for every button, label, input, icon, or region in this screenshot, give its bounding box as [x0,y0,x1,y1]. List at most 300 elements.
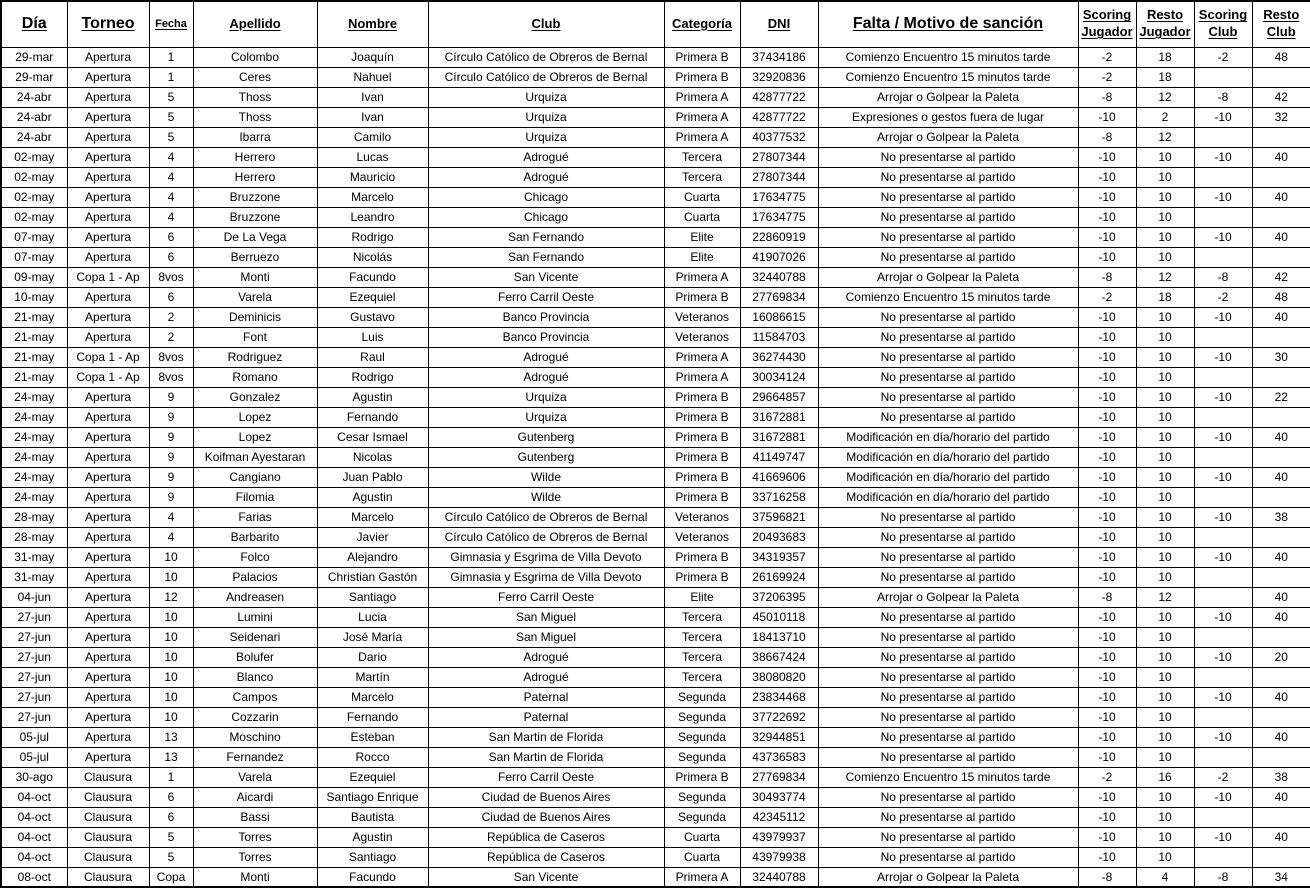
cell-resto_club [1252,667,1310,687]
cell-resto_club: 38 [1252,507,1310,527]
cell-torneo: Apertura [67,107,149,127]
cell-categoria: Primera B [664,407,740,427]
cell-resto_jugador: 10 [1136,207,1194,227]
cell-dni: 32440788 [740,267,818,287]
cell-nombre: Santiago [317,587,428,607]
cell-scoring_club [1194,567,1252,587]
cell-dia: 09-may [1,267,67,287]
cell-resto_jugador: 10 [1136,787,1194,807]
cell-scoring_jugador: -10 [1078,707,1136,727]
cell-categoria: Tercera [664,647,740,667]
cell-nombre: Martín [317,667,428,687]
cell-dni: 27807344 [740,167,818,187]
cell-dia: 21-may [1,307,67,327]
cell-falta: No presentarse al partido [818,607,1078,627]
cell-dia: 04-oct [1,807,67,827]
cell-apellido: Folco [193,547,317,567]
cell-torneo: Apertura [67,507,149,527]
cell-dia: 24-may [1,387,67,407]
cell-dni: 31672881 [740,407,818,427]
cell-fecha: 8vos [149,367,193,387]
cell-club: Círculo Católico de Obreros de Bernal [428,527,664,547]
cell-falta: Arrojar o Golpear la Paleta [818,587,1078,607]
cell-scoring_club: -10 [1194,227,1252,247]
cell-dia: 29-mar [1,47,67,67]
cell-nombre: José María [317,627,428,647]
cell-torneo: Apertura [67,427,149,447]
cell-torneo: Apertura [67,727,149,747]
cell-resto_jugador: 12 [1136,267,1194,287]
cell-resto_jugador: 10 [1136,647,1194,667]
cell-fecha: 8vos [149,347,193,367]
cell-nombre: Marcelo [317,687,428,707]
cell-torneo: Apertura [67,747,149,767]
cell-club: Chicago [428,207,664,227]
cell-apellido: Seidenari [193,627,317,647]
cell-scoring_club: -8 [1194,267,1252,287]
cell-club: Paternal [428,707,664,727]
column-header-fecha [149,1,193,47]
cell-dni: 18413710 [740,627,818,647]
cell-falta: Arrojar o Golpear la Paleta [818,127,1078,147]
cell-resto_club: 42 [1252,267,1310,287]
cell-dni: 32440788 [740,867,818,887]
cell-resto_jugador: 10 [1136,447,1194,467]
cell-falta: Comienzo Encuentro 15 minutos tarde [818,287,1078,307]
table-row [1,847,1310,867]
cell-scoring_jugador: -10 [1078,387,1136,407]
cell-fecha: 13 [149,747,193,767]
cell-nombre: Leandro [317,207,428,227]
cell-torneo: Apertura [67,327,149,347]
cell-resto_jugador: 10 [1136,367,1194,387]
cell-categoria: Veteranos [664,327,740,347]
cell-nombre: Facundo [317,267,428,287]
cell-falta: Comienzo Encuentro 15 minutos tarde [818,47,1078,67]
cell-resto_club: 38 [1252,767,1310,787]
cell-scoring_jugador: -10 [1078,507,1136,527]
cell-dia: 31-may [1,547,67,567]
table-row [1,127,1310,147]
cell-dni: 37722692 [740,707,818,727]
cell-club: Urquiza [428,407,664,427]
cell-dia: 02-may [1,167,67,187]
cell-dia: 29-mar [1,67,67,87]
table-row [1,587,1310,607]
table-row [1,307,1310,327]
cell-scoring_club: -10 [1194,107,1252,127]
cell-resto_club: 40 [1252,727,1310,747]
cell-apellido: Varela [193,287,317,307]
cell-apellido: Bolufer [193,647,317,667]
table-row [1,387,1310,407]
cell-categoria: Cuarta [664,827,740,847]
cell-scoring_jugador: -10 [1078,627,1136,647]
cell-scoring_jugador: -2 [1078,67,1136,87]
cell-categoria: Elite [664,587,740,607]
cell-scoring_jugador: -10 [1078,787,1136,807]
cell-resto_club [1252,627,1310,647]
cell-dia: 10-may [1,287,67,307]
cell-apellido: Gonzalez [193,387,317,407]
cell-nombre: Cesar Ismael [317,427,428,447]
cell-fecha: 2 [149,327,193,347]
cell-resto_jugador: 10 [1136,827,1194,847]
cell-club: Wilde [428,467,664,487]
cell-categoria: Primera B [664,47,740,67]
cell-dni: 33716258 [740,487,818,507]
cell-falta: No presentarse al partido [818,347,1078,367]
cell-scoring_jugador: -10 [1078,107,1136,127]
cell-fecha: 9 [149,487,193,507]
cell-resto_club: 40 [1252,147,1310,167]
cell-dia: 02-may [1,207,67,227]
cell-categoria: Tercera [664,147,740,167]
cell-resto_jugador: 10 [1136,427,1194,447]
cell-scoring_jugador: -10 [1078,347,1136,367]
cell-scoring_jugador: -10 [1078,187,1136,207]
cell-scoring_club: -10 [1194,607,1252,627]
column-header-label: Apellido [229,15,281,31]
cell-resto_club [1252,487,1310,507]
cell-apellido: Fernandez [193,747,317,767]
cell-resto_club: 40 [1252,787,1310,807]
table-row [1,147,1310,167]
cell-dia: 04-oct [1,827,67,847]
cell-resto_jugador: 12 [1136,127,1194,147]
column-header-dni [740,1,818,47]
cell-resto_jugador: 18 [1136,67,1194,87]
cell-categoria: Primera B [664,387,740,407]
cell-dni: 30493774 [740,787,818,807]
column-header-resto_jugador [1136,1,1194,47]
cell-scoring_club [1194,447,1252,467]
cell-categoria: Cuarta [664,207,740,227]
cell-resto_jugador: 10 [1136,227,1194,247]
cell-club: Urquiza [428,87,664,107]
cell-categoria: Primera A [664,107,740,127]
cell-resto_club: 48 [1252,287,1310,307]
table-row [1,187,1310,207]
cell-categoria: Veteranos [664,507,740,527]
cell-fecha: 13 [149,727,193,747]
cell-nombre: Nahuel [317,67,428,87]
cell-resto_club [1252,67,1310,87]
cell-fecha: 10 [149,607,193,627]
cell-resto_club: 32 [1252,107,1310,127]
cell-fecha: 5 [149,87,193,107]
cell-falta: Modificación en día/horario del partido [818,487,1078,507]
cell-falta: Arrojar o Golpear la Paleta [818,267,1078,287]
column-header-scoring_club [1194,1,1252,47]
column-header-label: DNI [767,15,791,31]
cell-resto_club: 40 [1252,427,1310,447]
cell-scoring_jugador: -8 [1078,127,1136,147]
cell-falta: No presentarse al partido [818,567,1078,587]
cell-scoring_club [1194,207,1252,227]
cell-nombre: Nicolas [317,447,428,467]
cell-nombre: Agustin [317,827,428,847]
cell-scoring_jugador: -10 [1078,527,1136,547]
cell-dni: 29664857 [740,387,818,407]
cell-torneo: Clausura [67,867,149,887]
cell-resto_jugador: 10 [1136,547,1194,567]
cell-scoring_club: -2 [1194,287,1252,307]
cell-dia: 24-may [1,407,67,427]
cell-dia: 28-may [1,507,67,527]
cell-falta: No presentarse al partido [818,547,1078,567]
cell-categoria: Primera B [664,67,740,87]
column-header-label: Día [21,14,47,32]
cell-dia: 07-may [1,227,67,247]
cell-fecha: 9 [149,447,193,467]
cell-categoria: Primera B [664,447,740,467]
cell-resto_club [1252,207,1310,227]
cell-resto_jugador: 10 [1136,187,1194,207]
cell-scoring_club [1194,807,1252,827]
cell-dia: 04-oct [1,847,67,867]
cell-nombre: Rodrigo [317,367,428,387]
header-row [1,1,1310,47]
cell-nombre: Ezequiel [317,287,428,307]
column-header-label: Club [1266,24,1296,40]
cell-fecha: 9 [149,467,193,487]
cell-scoring_jugador: -8 [1078,267,1136,287]
cell-falta: No presentarse al partido [818,827,1078,847]
cell-categoria: Tercera [664,667,740,687]
cell-dia: 24-may [1,447,67,467]
cell-torneo: Apertura [67,467,149,487]
cell-scoring_jugador: -10 [1078,487,1136,507]
table-row [1,667,1310,687]
cell-resto_jugador: 10 [1136,687,1194,707]
cell-dia: 21-may [1,367,67,387]
cell-scoring_club [1194,527,1252,547]
table-row [1,867,1310,887]
cell-apellido: Cozzarin [193,707,317,727]
cell-dni: 38080820 [740,667,818,687]
cell-torneo: Apertura [67,667,149,687]
table-row [1,427,1310,447]
cell-falta: No presentarse al partido [818,847,1078,867]
cell-scoring_club: -10 [1194,727,1252,747]
cell-scoring_jugador: -2 [1078,767,1136,787]
cell-scoring_jugador: -10 [1078,667,1136,687]
cell-resto_club [1252,707,1310,727]
cell-fecha: 6 [149,807,193,827]
cell-apellido: Romano [193,367,317,387]
table-row [1,87,1310,107]
cell-torneo: Apertura [67,447,149,467]
cell-nombre: Esteban [317,727,428,747]
cell-apellido: Rodriguez [193,347,317,367]
cell-scoring_club [1194,67,1252,87]
cell-torneo: Copa 1 - Ap [67,347,149,367]
table-row [1,607,1310,627]
cell-categoria: Cuarta [664,187,740,207]
cell-dni: 30034124 [740,367,818,387]
cell-falta: No presentarse al partido [818,167,1078,187]
cell-resto_jugador: 10 [1136,667,1194,687]
cell-dia: 04-jun [1,587,67,607]
table-row [1,107,1310,127]
cell-apellido: Colombo [193,47,317,67]
cell-resto_club [1252,447,1310,467]
cell-apellido: Lopez [193,427,317,447]
cell-fecha: 9 [149,427,193,447]
cell-club: Adrogué [428,367,664,387]
cell-scoring_club [1194,167,1252,187]
table-row [1,367,1310,387]
cell-torneo: Apertura [67,547,149,567]
cell-scoring_jugador: -10 [1078,147,1136,167]
cell-resto_club [1252,127,1310,147]
cell-falta: No presentarse al partido [818,227,1078,247]
column-header-label: Torneo [81,14,135,32]
column-header-falta [818,1,1078,47]
table-row [1,547,1310,567]
cell-dni: 36274430 [740,347,818,367]
cell-club: Círculo Católico de Obreros de Bernal [428,507,664,527]
cell-torneo: Apertura [67,87,149,107]
cell-resto_jugador: 10 [1136,307,1194,327]
cell-apellido: Farias [193,507,317,527]
cell-dia: 24-abr [1,127,67,147]
cell-dia: 24-abr [1,107,67,127]
cell-nombre: Santiago Enrique [317,787,428,807]
cell-falta: No presentarse al partido [818,627,1078,647]
cell-scoring_club: -10 [1194,827,1252,847]
cell-scoring_club: -2 [1194,767,1252,787]
cell-torneo: Apertura [67,487,149,507]
cell-club: Paternal [428,687,664,707]
cell-scoring_club [1194,707,1252,727]
cell-fecha: 10 [149,667,193,687]
cell-resto_club: 48 [1252,47,1310,67]
cell-dia: 21-may [1,347,67,367]
cell-dia: 27-jun [1,707,67,727]
cell-apellido: Herrero [193,167,317,187]
cell-scoring_jugador: -10 [1078,367,1136,387]
cell-dia: 24-may [1,467,67,487]
cell-torneo: Apertura [67,247,149,267]
cell-dia: 31-may [1,567,67,587]
column-header-dia [1,1,67,47]
column-header-label: Falta / Motivo de sanción [852,14,1044,32]
cell-resto_jugador: 10 [1136,387,1194,407]
cell-falta: Arrojar o Golpear la Paleta [818,87,1078,107]
cell-resto_club: 40 [1252,687,1310,707]
cell-categoria: Primera A [664,867,740,887]
cell-dia: 24-may [1,427,67,447]
cell-categoria: Segunda [664,687,740,707]
cell-dni: 37434186 [740,47,818,67]
cell-scoring_jugador: -10 [1078,647,1136,667]
cell-club: República de Caseros [428,847,664,867]
cell-scoring_jugador: -8 [1078,867,1136,887]
cell-dni: 20493683 [740,527,818,547]
cell-apellido: Andreasen [193,587,317,607]
cell-club: Banco Provincia [428,307,664,327]
cell-resto_club [1252,567,1310,587]
cell-scoring_club: -8 [1194,87,1252,107]
cell-resto_jugador: 2 [1136,107,1194,127]
cell-resto_jugador: 4 [1136,867,1194,887]
table-row [1,827,1310,847]
cell-categoria: Veteranos [664,527,740,547]
cell-resto_jugador: 16 [1136,767,1194,787]
cell-dni: 38667424 [740,647,818,667]
table-row [1,747,1310,767]
cell-dni: 32920836 [740,67,818,87]
cell-falta: No presentarse al partido [818,407,1078,427]
cell-club: Urquiza [428,127,664,147]
cell-scoring_club: -10 [1194,147,1252,167]
cell-resto_jugador: 10 [1136,627,1194,647]
cell-scoring_club: -8 [1194,867,1252,887]
cell-categoria: Primera A [664,127,740,147]
cell-club: Adrogué [428,167,664,187]
cell-fecha: 4 [149,167,193,187]
cell-falta: Arrojar o Golpear la Paleta [818,867,1078,887]
cell-dia: 30-ago [1,767,67,787]
cell-apellido: Blanco [193,667,317,687]
cell-fecha: 9 [149,387,193,407]
cell-resto_club [1252,847,1310,867]
cell-categoria: Primera A [664,347,740,367]
table-row [1,507,1310,527]
cell-nombre: Bautista [317,807,428,827]
cell-resto_club: 34 [1252,867,1310,887]
cell-resto_club: 40 [1252,467,1310,487]
cell-torneo: Apertura [67,527,149,547]
cell-club: Gutenberg [428,447,664,467]
cell-nombre: Luis [317,327,428,347]
cell-scoring_jugador: -10 [1078,207,1136,227]
column-header-torneo [67,1,149,47]
cell-torneo: Apertura [67,307,149,327]
table-row [1,767,1310,787]
cell-apellido: De La Vega [193,227,317,247]
cell-resto_jugador: 10 [1136,147,1194,167]
cell-club: San Martin de Florida [428,747,664,767]
table-row [1,347,1310,367]
cell-falta: No presentarse al partido [818,747,1078,767]
cell-resto_club [1252,167,1310,187]
cell-categoria: Elite [664,227,740,247]
cell-nombre: Agustin [317,387,428,407]
cell-categoria: Primera A [664,367,740,387]
cell-torneo: Apertura [67,407,149,427]
cell-apellido: Filomia [193,487,317,507]
table-row [1,247,1310,267]
column-header-label: Jugador [1139,24,1191,40]
cell-scoring_club: -10 [1194,787,1252,807]
cell-scoring_jugador: -10 [1078,687,1136,707]
cell-fecha: 5 [149,827,193,847]
cell-scoring_club: -10 [1194,647,1252,667]
table-body [1,47,1310,887]
cell-dni: 41669606 [740,467,818,487]
cell-nombre: Agustin [317,487,428,507]
cell-fecha: 4 [149,147,193,167]
cell-fecha: 8vos [149,267,193,287]
cell-categoria: Elite [664,247,740,267]
cell-dni: 43979938 [740,847,818,867]
cell-apellido: Torres [193,827,317,847]
cell-resto_club [1252,527,1310,547]
cell-fecha: 4 [149,187,193,207]
